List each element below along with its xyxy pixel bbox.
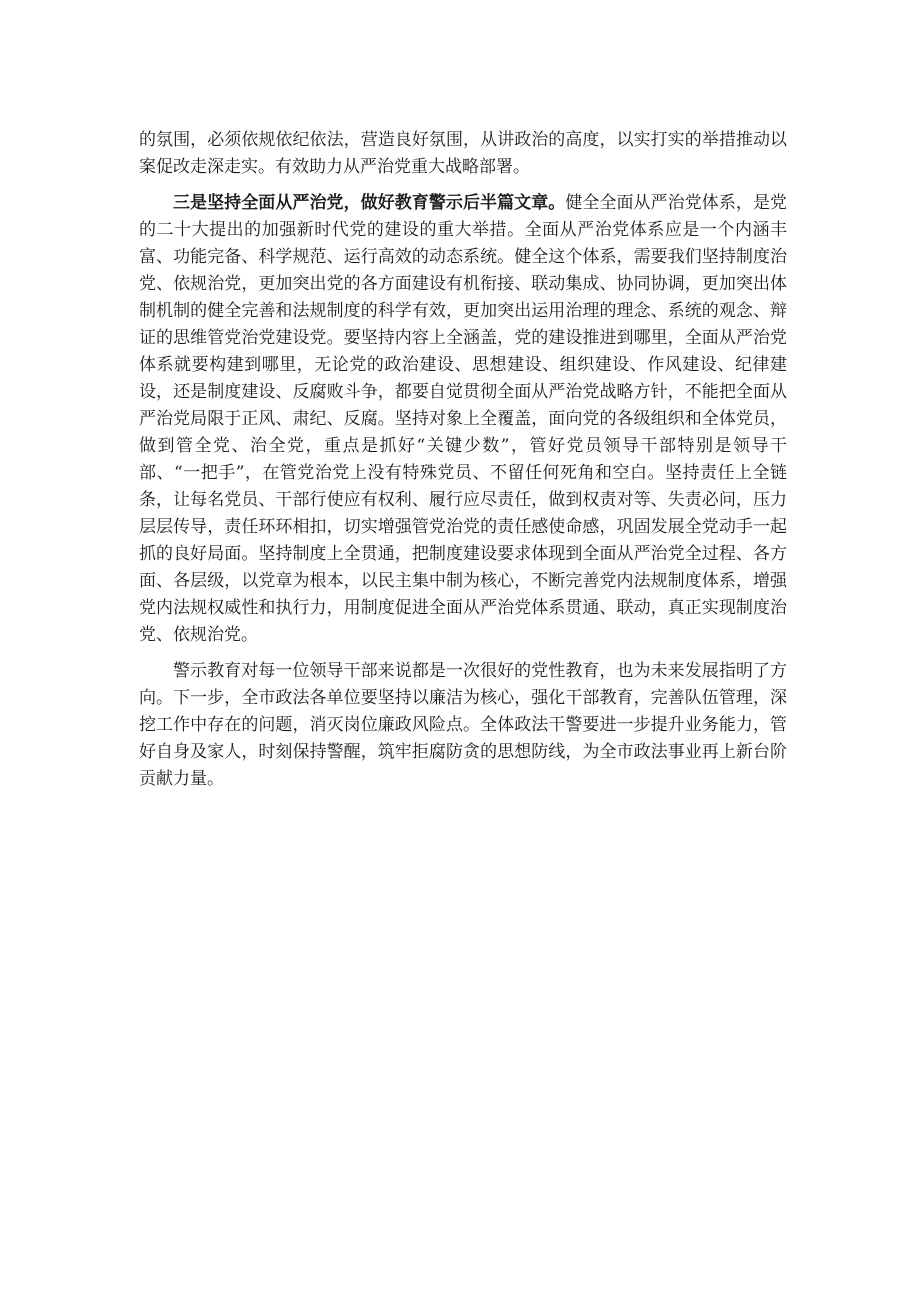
paragraph-section-three: [139, 190, 787, 649]
paragraph-continuation: [139, 127, 787, 181]
paragraph-text: 警示教育对每一位领导干部来说都是一次很好的党性教育，也为未来发展指明了方向。下一步，全市政法各单位要坚持以廉洁为核心，强化干部教育，完善队伍管理，深挖工作中存在的问题，消灭岗位廉政风险点。全体政法干警要进一步提升业务能力，管好自身及家人，时刻保持警醒，筑牢拒腐防贪的思想防线，为全市政法事业再上新台阶贡献力量。: [139, 661, 787, 789]
paragraph-text: 健全全面从严治党体系，是党的二十大提出的加强新时代党的建设的重大举措。全面从严治党体系应是一个内涵丰富、功能完备、科学规范、运行高效的动态系统。健全这个体系，需要我们坚持制度治党、依规治党，更加突出党的各方面建设有机衔接、联动集成、协同协调，更加突出体制机制的健全完善和法规制度的科学有效，更加突出运用治理的理念、系统的观念、辩证的思维管党治党建设党。要坚持内容上全涵盖，党的建设推进到哪里，全面从严治党体系就要构建到哪里，无论党的政治建设、思想建设、组织建设、作风建设、纪律建设，还是制度建设、反腐败斗争，都要自觉贯彻全面从严治党战略方针，不能把全面从严治党局限于正风、肃纪、反腐。坚持对象上全覆盖，面向党的各级组织和全体党员，做到管全党、治全党，重点是抓好“关键少数”，管好党员领导干部特别是领导干部、“一把手”，在管党治党上没有特殊党员、不留任何死角和空白。坚持责任上全链条，让每名党员、干部行使应有权利、履行应尽责任，做到权责对等、失责必问，压力层层传导，责任环环相扣，切实增强管党治党的责任感使命感，巩固发展全党动手一起抓的良好局面。坚持制度上全贯通，把制度建设要求体现到全面从严治党全过程、各方面、各层级，以党章为根本，以民主集中制为核心，不断完善党内法规制度体系，增强党内法规权威性和执行力，用制度促进全面从严治党体系贯通、联动，真正实现制度治党、依规治党。: [139, 193, 788, 645]
paragraph-lead-heading: 三是坚持全面从严治党，做好教育警示后半篇文章。: [173, 193, 566, 213]
paragraph-text: 的氛围，必须依规依纪依法，营造良好氛围，从讲政治的高度，以实打实的举措推动以案促改走深走实。有效助力从严治党重大战略部署。: [139, 130, 787, 177]
document-body: [139, 127, 787, 793]
paragraph-conclusion: [139, 658, 787, 793]
